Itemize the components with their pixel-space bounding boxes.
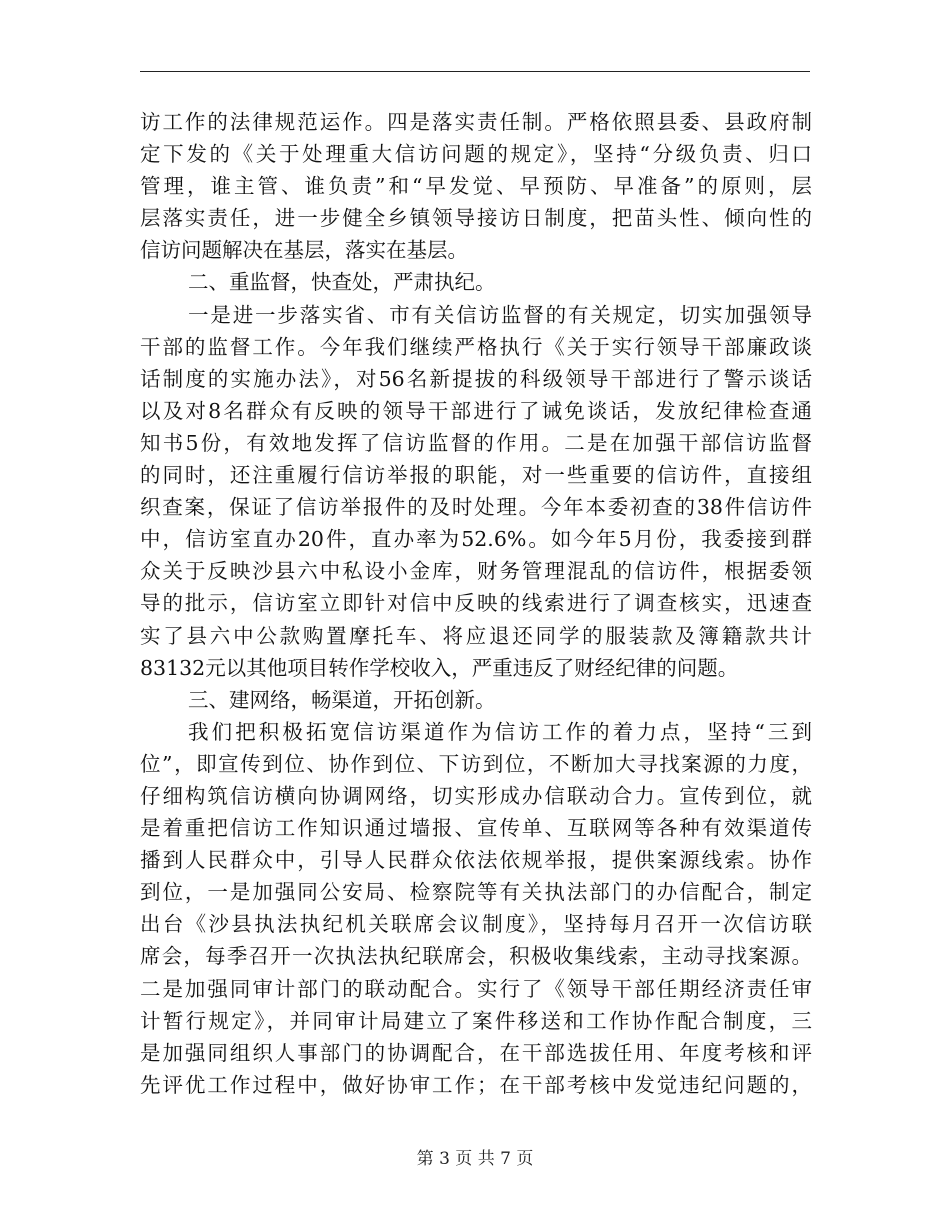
text-line: 出台《沙县执法执纪机关联席会议制度》，坚持每月召开一次信访联 (140, 912, 812, 937)
text-line: 位”，即宣传到位、协作到位、下访到位，不断加大寻找案源的力度， (140, 751, 812, 776)
text-line: 到位，一是加强同公安局、检察院等有关执法部门的办信配合，制定 (140, 880, 812, 905)
page-number-footer: 第 3 页 共 7 页 (416, 1149, 534, 1169)
header-rule (140, 71, 810, 72)
text-line: 的同时，还注重履行信访举报的职能，对一些重要的信访件，直接组 (140, 463, 812, 488)
text-line: 知书5份，有效地发挥了信访监督的作用。二是在加强干部信访监督 (140, 430, 812, 455)
text-line: 信访问题解决在基层，落实在基层。 (140, 238, 468, 263)
text-line: 话制度的实施办法》，对56名新提拔的科级领导干部进行了警示谈话 (140, 366, 812, 391)
text-line: 席会，每季召开一次执法执纪联席会，积极收集线索，主动寻找案源。 (140, 944, 812, 969)
text-line: 仔细构筑信访横向协调网络，切实形成办信联动合力。宣传到位，就 (140, 783, 812, 808)
text-line: 实了县六中公款购置摩托车、将应退还同学的服装款及簿籍款共计 (140, 623, 812, 648)
text-line: 先评优工作过程中，做好协审工作；在干部考核中发觉违纪问题的， (140, 1072, 812, 1097)
text-line: 我们把积极拓宽信访渠道作为信访工作的着力点，坚持“三到 (188, 719, 812, 744)
text-line: 是加强同组织人事部门的协调配合，在干部选拔任用、年度考核和评 (140, 1040, 812, 1065)
text-line: 干部的监督工作。今年我们继续严格执行《关于实行领导干部廉政谈 (140, 334, 812, 359)
section-heading: 二、重监督，快查处，严肃执纪。 (188, 270, 496, 295)
text-line: 织查案，保证了信访举报件的及时处理。今年本委初查的38件信访件 (140, 495, 812, 520)
text-line: 一是进一步落实省、市有关信访监督的有关规定，切实加强领导 (188, 302, 812, 327)
text-line: 播到人民群众中，引导人民群众依法依规举报，提供案源线索。协作 (140, 848, 812, 873)
text-line: 中，信访室直办20件，直办率为52.6%。如今年5月份，我委接到群 (140, 527, 812, 552)
text-line: 定下发的《关于处理重大信访问题的规定》，坚持“分级负责、归口 (140, 142, 812, 167)
text-line: 访工作的法律规范运作。四是落实责任制。严格依照县委、县政府制 (140, 110, 812, 134)
section-heading: 三、建网络，畅渠道，开拓创新。 (188, 687, 496, 712)
text-line: 导的批示，信访室立即针对信中反映的线索进行了调查核实，迅速查 (140, 591, 812, 616)
text-line: 是着重把信访工作知识通过墙报、宣传单、互联网等各种有效渠道传 (140, 816, 812, 841)
text-line: 83132元以其他项目转作学校收入，严重违反了财经纪律的问题。 (140, 655, 739, 680)
text-line: 众关于反映沙县六中私设小金库，财务管理混乱的信访件，根据委领 (140, 559, 812, 584)
text-line: 计暂行规定》，并同审计局建立了案件移送和工作协作配合制度，三 (140, 1008, 812, 1033)
text-line: 层落实责任，进一步健全乡镇领导接访日制度，把苗头性、倾向性的 (140, 206, 812, 231)
text-line: 二是加强同审计部门的联动配合。实行了《领导干部任期经济责任审 (140, 976, 812, 1001)
text-line: 管理，谁主管、谁负责”和“早发觉、早预防、早准备”的原则，层 (140, 174, 812, 199)
text-line: 以及对8名群众有反映的领导干部进行了诫免谈话，发放纪律检查通 (140, 398, 812, 423)
body-text (140, 106, 812, 1101)
